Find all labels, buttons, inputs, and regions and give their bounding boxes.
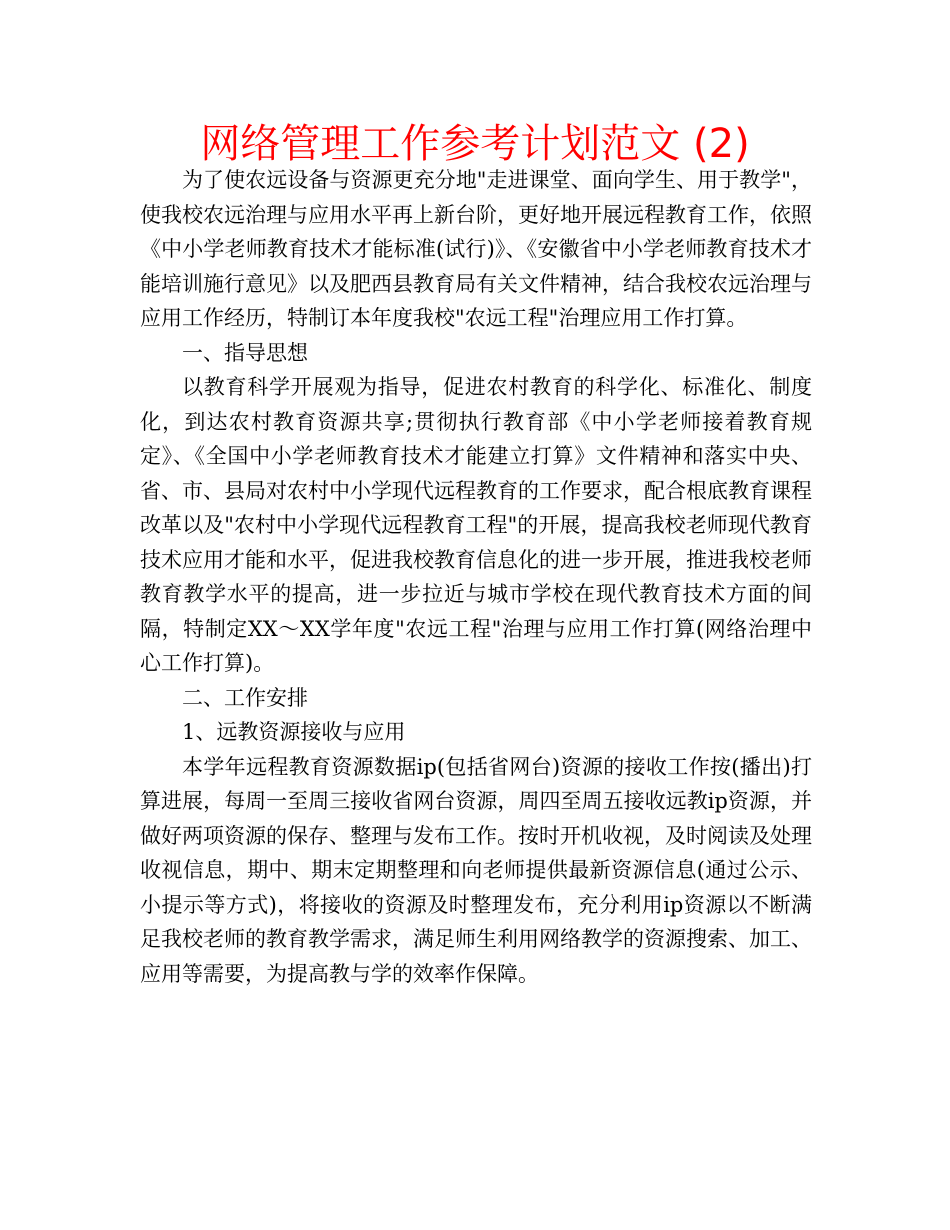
guiding-thought-paragraph: 以教育科学开展观为指导，促进农村教育的科学化、标准化、制度化，到达农村教育资源共享;贯彻执行教育部《中小学老师接着教育规定》、《全国中小学老师教育技术才能建立打算》文件精神和落实中央、省、市、县局对农村中小学现代远程教育的工作要求，配合根底教育课程改革以及"农村中小学现代远程教育工程"的开展，提高我校老师现代教育技术应用才能和水平，促进我校教育信息化的进一步开展，推进我校老师教育教学水平的提高，进一步拉近与城市学校在现代教育技术方面的间隔，特制定XX～XX学年度"农远工程"治理与应用工作打算(网络治理中心工作打算)。 xyxy=(140,375,812,675)
resource-reception-paragraph: 本学年远程教育资源数据ip(包括省网台)资源的接收工作按(播出)打算进展，每周一至周三接收省网台资源，周四至周五接收远教ip资源，并做好两项资源的保存、整理与发布工作。按时开机收视，及时阅读及处理收视信息，期中、期末定期整理和向老师提供最新资源信息(通过公示、小提示等方式)，将接收的资源及时整理发布，充分利用ip资源以不断满足我校老师的教育教学需求，满足师生利用网络教学的资源搜索、加工、应用等需要，为提高教与学的效率作保障。 xyxy=(140,754,812,986)
document-body xyxy=(140,163,812,991)
document-title: 网络管理工作参考计划范文 (2) xyxy=(200,121,750,167)
subsection-heading-resource-reception: 1、远教资源接收与应用 xyxy=(182,720,406,744)
section-heading-guiding-thought: 一、指导思想 xyxy=(182,340,308,365)
section-heading-work-arrangement: 二、工作安排 xyxy=(182,685,308,710)
intro-paragraph: 为了使农远设备与资源更充分地"走进课堂、面向学生、用于教学"，使我校农远治理与应用水平再上新台阶，更好地开展远程教育工作，依照《中小学老师教育技术才能标准(试行)》、《安徽省中小学老师教育技术才能培训施行意见》以及肥西县教育局有关文件精神，结合我校农远治理与应用工作经历，特制订本年度我校"农远工程"治理应用工作打算。 xyxy=(140,168,812,330)
